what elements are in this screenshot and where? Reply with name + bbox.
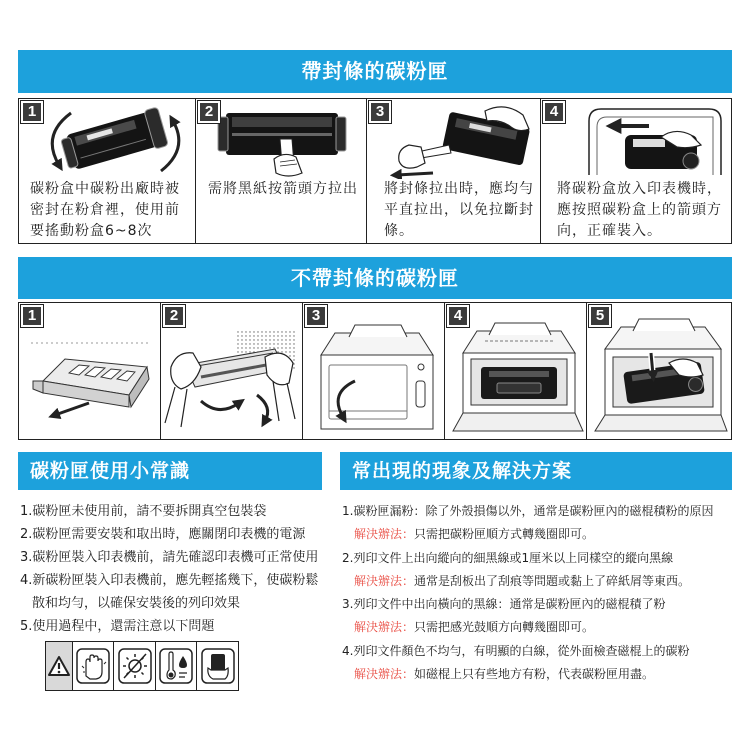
unsealed-step-5-panel <box>586 302 732 440</box>
tips-list <box>20 500 318 638</box>
solution-label: 解決辦法： <box>354 527 415 542</box>
unsealed-step-3-panel <box>302 302 445 440</box>
step-number-badge: 1 <box>21 101 43 123</box>
caption-line: 應按照碳粉盒上的箭頭方 <box>557 202 722 218</box>
tips-item: 2.碳粉匣需要安裝和取出時，應關閉印表機的電源 <box>20 527 306 542</box>
troubleshooting-list <box>342 500 713 686</box>
insert-cartridge-illustration <box>541 99 730 179</box>
toner-cartridge <box>481 367 557 399</box>
caption-line: 要搖動粉盒6~8次 <box>30 223 153 239</box>
step-number-badge: 3 <box>305 305 327 327</box>
caption-line: 將碳粉盒放入印表機時， <box>557 181 722 197</box>
caption-line: 將封條拉出時，應均勻 <box>384 181 534 197</box>
step-number-badge: 4 <box>447 305 469 327</box>
tips-item: 1.碳粉匣未使用前，請不要拆開真空包裝袋 <box>20 504 267 519</box>
sealed-package <box>33 359 149 407</box>
step-number-badge: 2 <box>198 101 220 123</box>
hand <box>274 154 302 176</box>
problem-line: 4.列印文件顏色不均勻，有明顯的白線，從外面檢查磁棍上的碳粉 <box>342 643 690 658</box>
pull-black-paper-illustration <box>196 99 365 179</box>
caption-line: 需將黑紙按箭頭方拉出 <box>208 181 358 197</box>
step-caption <box>30 179 180 242</box>
solution-text: 只需把碳粉匣順方式轉幾圈即可。 <box>414 527 595 542</box>
shake-arrow-right <box>257 395 268 421</box>
unsealed-step-2-panel <box>160 302 303 440</box>
hand-hold-icon <box>196 642 238 690</box>
caption-line: 條。 <box>384 223 414 239</box>
solution-text: 如磁棍上只有些地方有粉，代表碳粉匣用盡。 <box>414 667 655 682</box>
sealed-cartridge-banner: 帶封條的碳粉匣 <box>18 50 732 93</box>
solution-line <box>342 616 713 639</box>
warning-icons-strip <box>45 641 239 691</box>
warning-triangle-icon <box>46 642 72 690</box>
printer <box>321 325 433 429</box>
hand-right <box>265 353 295 421</box>
solution-text: 只需把感光鼓順方向轉幾圈即可。 <box>414 620 595 635</box>
remove-arrow <box>55 403 89 415</box>
solution-line <box>342 570 713 593</box>
solution-line <box>342 663 713 686</box>
unsealed-step-1-panel <box>18 302 161 440</box>
tips-header: 碳粉匣使用小常識 <box>18 452 322 490</box>
solution-line <box>342 523 713 546</box>
temperature-humidity-icon <box>155 642 197 690</box>
sealed-step-1-panel <box>18 98 196 244</box>
step-caption <box>557 179 722 242</box>
solution-label: 解決辦法： <box>354 667 415 682</box>
tips-item-continuation: 散和均勻，以確保安裝後的列印效果 <box>32 596 241 611</box>
solution-label: 解決辦法： <box>354 573 415 588</box>
pull-arrow <box>397 173 433 175</box>
hand-left <box>399 145 425 168</box>
shake-cartridge-illustration <box>19 99 194 179</box>
step-caption <box>384 179 534 242</box>
no-touch-hand-icon <box>72 642 114 690</box>
step-number-badge: 2 <box>163 305 185 327</box>
tips-item: 5.使用過程中，還需注意以下問題 <box>20 619 215 634</box>
pull-seal-illustration <box>367 99 539 179</box>
caption-line: 密封在粉倉裡，使用前 <box>30 202 180 218</box>
unsealed-cartridge-banner: 不帶封條的碳粉匣 <box>18 257 732 299</box>
sealed-step-3-panel <box>366 98 541 244</box>
step-number-badge: 1 <box>21 305 43 327</box>
caption-line: 平直拉出，以免拉斷封 <box>384 202 534 218</box>
step-caption <box>208 179 358 200</box>
problem-line: 2.列印文件上出向縱向的細黑線或1厘米以上同樣空的縱向黑線 <box>342 550 674 565</box>
hand-left <box>165 353 201 427</box>
sealed-step-4-panel <box>540 98 732 244</box>
sealed-step-2-panel <box>195 98 367 244</box>
tips-item: 3.碳粉匣裝入印表機前，請先確認印表機可正常使用 <box>20 550 319 565</box>
problem-line: 3.列印文件中出向橫向的黑線：通常是碳粉匣內的磁棍積了粉 <box>342 597 666 612</box>
solution-label: 解決辦法： <box>354 620 415 635</box>
step-number-badge: 3 <box>369 101 391 123</box>
step-number-badge: 5 <box>589 305 611 327</box>
step-number-badge: 4 <box>543 101 565 123</box>
caption-line: 碳粉盒中碳粉出廠時被 <box>30 181 180 197</box>
troubleshooting-header: 常出現的現象及解決方案 <box>340 452 732 490</box>
toner-cartridge <box>59 107 168 174</box>
caption-line: 向，正確裝入。 <box>557 223 662 239</box>
tips-item: 4.新碳粉匣裝入印表機前，應先輕搖幾下，使碳粉鬆 <box>20 573 319 588</box>
unsealed-step-4-panel <box>444 302 587 440</box>
solution-text: 通常是刮板出了刮痕等問題或黏上了碎紙屑等東西。 <box>414 573 691 588</box>
insert-arrow-head <box>651 353 653 375</box>
problem-line: 1.碳粉匣漏粉：除了外殼損傷以外，通常是碳粉匣內的磁棍積粉的原因 <box>342 504 714 518</box>
shake-arrow-bottom <box>201 401 239 410</box>
no-sunlight-icon <box>113 642 155 690</box>
